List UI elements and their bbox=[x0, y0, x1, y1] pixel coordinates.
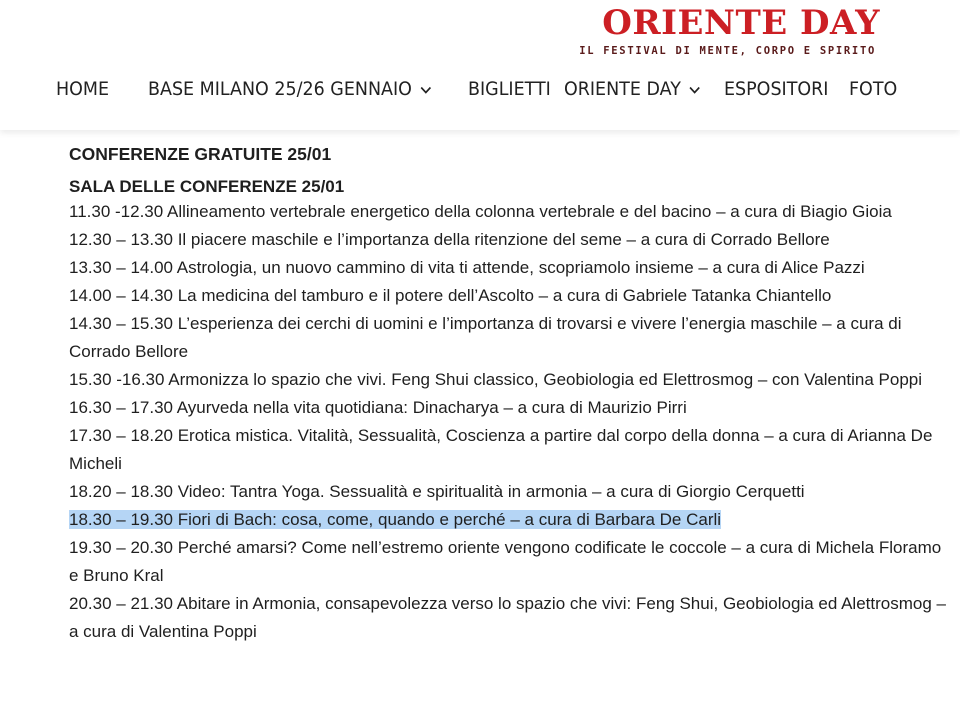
page-title: CONFERENZE GRATUITE 25/01 bbox=[69, 144, 332, 164]
schedule-entry: 18.20 – 18.30 Video: Tantra Yoga. Sessualità e spiritualità in armonia – a cura di Giorgio Cerquetti bbox=[69, 482, 805, 501]
schedule-entry: 12.30 – 13.30 Il piacere maschile e l’importanza della ritenzione del seme – a cura di Corrado Bellore bbox=[69, 230, 830, 249]
main-nav bbox=[56, 74, 902, 104]
schedule-entry: 11.30 -12.30 Allineamento vertebrale energetico della colonna vertebrale e del bacino – a cura di Biagio Gioia bbox=[69, 202, 892, 221]
nav-item-label: FOTO bbox=[849, 78, 898, 100]
site-logo[interactable] bbox=[579, 2, 890, 62]
selected-text: 18.30 – 19.30 Fiori di Bach: cosa, come, quando e perché – a cura di Barbara De Carli bbox=[69, 510, 722, 529]
nav-item-label: ESPOSITORI bbox=[723, 78, 829, 100]
conference-schedule bbox=[69, 140, 954, 646]
site-header bbox=[0, 0, 960, 130]
nav-item-foto[interactable] bbox=[849, 78, 897, 100]
chevron-down-icon bbox=[689, 86, 700, 94]
nav-item-label: BASE MILANO 25/26 GENNAIO bbox=[147, 78, 412, 100]
schedule-entry: 14.00 – 14.30 La medicina del tamburo e il potere dell’Ascolto – a cura di Gabriele Tatanka Chiantello bbox=[69, 286, 832, 305]
nav-item-espositori[interactable] bbox=[724, 78, 828, 100]
logo-title: ORIENTE DAY bbox=[602, 3, 880, 43]
schedule-entry: 17.30 – 18.20 Erotica mistica. Vitalità, Sessualità, Coscienza a partire dal corpo della donna – a cura di Arianna De Micheli bbox=[69, 426, 933, 473]
chevron-down-icon bbox=[420, 86, 431, 94]
nav-item-base-milano[interactable] bbox=[148, 78, 431, 100]
nav-item-label: BIGLIETTI bbox=[467, 78, 551, 100]
nav-item-home[interactable] bbox=[56, 78, 109, 100]
schedule-entry-highlighted bbox=[69, 506, 954, 534]
schedule-entry: 15.30 -16.30 Armonizza lo spazio che vivi. Feng Shui classico, Geobiologia ed Elettrosmog – con Valentina Poppi bbox=[69, 370, 923, 389]
schedule-entry: 20.30 – 21.30 Abitare in Armonia, consapevolezza verso lo spazio che vivi: Feng Shui, Geobiologia ed Alettrosmog – a cura di Valentina Poppi bbox=[69, 594, 946, 641]
schedule-entry: 14.30 – 15.30 L’esperienza dei cerchi di uomini e l’importanza di trovarsi e vivere l’energia maschile – a cura di Corrado Bellore bbox=[69, 314, 902, 361]
nav-item-label: HOME bbox=[56, 78, 110, 100]
nav-item-biglietti[interactable] bbox=[468, 78, 551, 100]
schedule-entry: 19.30 – 20.30 Perché amarsi? Come nell’estremo oriente vengono codificate le coccole – a cura di Michela Floramo e Bruno Kral bbox=[69, 538, 942, 585]
nav-item-oriente-day[interactable] bbox=[564, 78, 700, 100]
schedule-entry: 16.30 – 17.30 Ayurveda nella vita quotidiana: Dinacharya – a cura di Maurizio Pirri bbox=[69, 398, 687, 417]
schedule-entry: 13.30 – 14.00 Astrologia, un nuovo cammino di vita ti attende, scopriamolo insieme – a cura di Alice Pazzi bbox=[69, 258, 865, 277]
section-title: SALA DELLE CONFERENZE 25/01 bbox=[69, 177, 345, 196]
logo-subtitle: IL FESTIVAL DI MENTE, CORPO E SPIRITO bbox=[579, 45, 876, 57]
nav-item-label: ORIENTE DAY bbox=[563, 78, 681, 100]
